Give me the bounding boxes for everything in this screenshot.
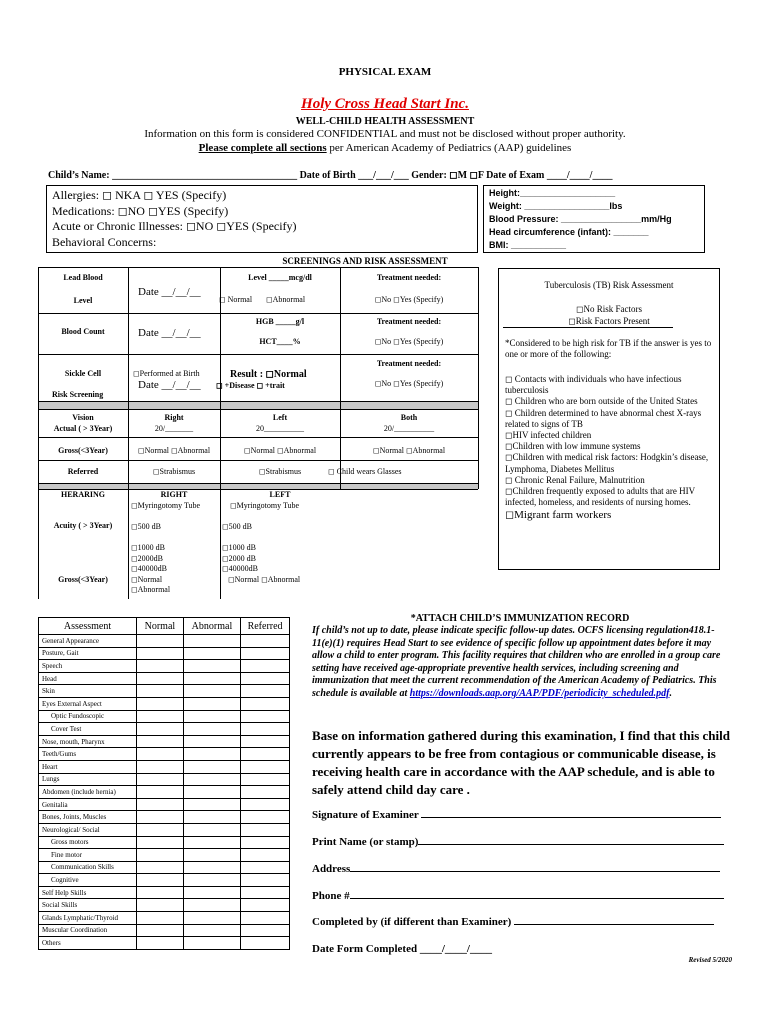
assessment-normal-cell[interactable] xyxy=(137,912,184,925)
sickle-disease-trait[interactable]: ◻ +Disease ◻ +trait xyxy=(216,381,285,390)
vision-label: Vision xyxy=(72,413,94,422)
assessment-row-label: Neurological/ Social xyxy=(39,823,137,836)
assessment-row xyxy=(39,849,290,862)
assessment-referred-cell[interactable] xyxy=(241,748,290,761)
assessment-normal-cell[interactable] xyxy=(137,635,184,648)
immunization-text xyxy=(312,625,730,701)
assessment-abnormal-cell[interactable] xyxy=(183,748,240,761)
assessment-row xyxy=(39,723,290,736)
assessment-row-label: Self Help Skills xyxy=(39,886,137,899)
assessment-row-label: Head xyxy=(39,672,137,685)
assessment-referred-cell[interactable] xyxy=(241,798,290,811)
assessment-row-label: Abdomen (include hernia) xyxy=(39,786,137,799)
tb-item-renal[interactable]: ◻ Chronic Renal Failure, Malnutrition xyxy=(505,474,645,485)
assessment-header-row xyxy=(39,618,290,635)
referred-header: Referred xyxy=(241,618,290,635)
assessment-referred-cell[interactable] xyxy=(241,861,290,874)
vision-right-label: Right xyxy=(164,413,184,422)
assessment-abnormal-cell[interactable] xyxy=(183,672,240,685)
assessment-abnormal-cell[interactable] xyxy=(183,823,240,836)
lead-treatment-label: Treatment needed: xyxy=(376,273,442,282)
lead-level-field[interactable]: Level _____mcg/dl xyxy=(248,273,312,282)
assessment-row-label: Optic Fundoscopic xyxy=(39,710,137,723)
print-name-field[interactable] xyxy=(418,844,724,845)
assessment-abnormal-cell[interactable] xyxy=(183,798,240,811)
assessment-row xyxy=(39,697,290,710)
complete-notice xyxy=(0,142,770,154)
assessment-normal-cell[interactable] xyxy=(137,748,184,761)
assessment-referred-cell[interactable] xyxy=(241,786,290,799)
hearing-abnormal-right[interactable]: ◻Abnormal xyxy=(131,585,171,594)
assessment-header: Assessment xyxy=(39,618,137,635)
date-completed-field[interactable]: Date Form Completed ____/____/____ xyxy=(312,943,492,955)
assessment-referred-cell[interactable] xyxy=(241,697,290,710)
assessment-row xyxy=(39,937,290,950)
normal-header: Normal xyxy=(137,618,184,635)
vision-right-field[interactable]: 20/_______ xyxy=(154,424,194,433)
medications-line[interactable]: Medications: ◻NO ◻YES (Specify) xyxy=(52,203,229,218)
form-subtitle: WELL-CHILD HEALTH ASSESSMENT xyxy=(295,116,475,127)
tb-item-hiv[interactable]: ◻HIV infected children xyxy=(505,430,592,441)
tb-item-contacts[interactable]: ◻ Contacts with individuals who have infectious tuberculosis xyxy=(505,374,682,396)
hearing-left-label: LEFT xyxy=(269,490,291,499)
gender-m-checkbox[interactable]: ◻M xyxy=(449,170,470,181)
gender-f-exam-date[interactable]: ◻F Date of Exam ____/____/____ xyxy=(469,170,613,181)
assessment-abnormal-cell[interactable] xyxy=(183,874,240,887)
assessment-abnormal-cell[interactable] xyxy=(183,647,240,660)
vision-gross-right[interactable]: ◻Normal ◻Abnormal xyxy=(137,446,211,455)
assessment-row-label: Gross motors xyxy=(39,836,137,849)
assessment-row-label: Heart xyxy=(39,760,137,773)
completed-by-label: Completed by (if different than Examiner) xyxy=(312,916,512,928)
blood-treatment-label: Treatment needed: xyxy=(376,317,442,326)
assessment-referred-cell[interactable] xyxy=(241,924,290,937)
assessment-row xyxy=(39,672,290,685)
blood-pressure-field[interactable]: Blood Pressure: ________________mm/Hg xyxy=(489,214,672,224)
vision-gross-label: Gross(<3Year) xyxy=(58,446,108,455)
vision-actual-label: Actual ( > 3Year) xyxy=(53,424,113,433)
assessment-row xyxy=(39,748,290,761)
org-logo-text: Holy Cross Head Start Inc. xyxy=(301,96,469,112)
assessment-abnormal-cell[interactable] xyxy=(183,849,240,862)
assessment-row-label: Genitalia xyxy=(39,798,137,811)
assessment-abnormal-cell[interactable] xyxy=(183,660,240,673)
address-label: Address xyxy=(312,863,351,875)
assessment-row xyxy=(39,773,290,786)
height-field[interactable]: Height:___________________ xyxy=(489,188,616,198)
assessment-row xyxy=(39,811,290,824)
assessment-row-label: Communication Skills xyxy=(39,861,137,874)
assessment-table xyxy=(38,617,290,950)
page-title: PHYSICAL EXAM xyxy=(338,66,432,78)
assessment-normal-cell[interactable] xyxy=(137,735,184,748)
performed-at-birth-checkbox[interactable]: ◻Performed at Birth xyxy=(133,369,200,378)
vision-left-label: Left xyxy=(272,413,288,422)
acuity-label: Acuity ( > 3Year) xyxy=(53,521,113,530)
lead-blood-label: Lead Blood xyxy=(63,273,103,282)
hearing-right-label: RIGHT xyxy=(160,490,188,499)
assessment-row-label: Fine motor xyxy=(39,849,137,862)
myringotomy-right[interactable]: ◻Myringotomy Tube xyxy=(131,501,201,510)
sickle-treatment-checkbox[interactable]: ◻No ◻Yes (Specify) xyxy=(374,379,444,388)
lead-abnormal-checkbox[interactable]: ◻Abnormal xyxy=(266,295,306,304)
assessment-row xyxy=(39,836,290,849)
assessment-referred-cell[interactable] xyxy=(241,685,290,698)
phone-label: Phone # xyxy=(312,890,350,902)
immunization-body: If child’s not up to date, please indicate specific follow-up dates. OCFS licensing regulation418.1-11(e)(1) requires Head Start to see evidence of specific follow up appointment dates before it may allow a child to enter program. This facility requires that children who are enrolled in a group care setting have received age-appropriate preventive health services, including screening and immunization that meet the current recommendation of the American Academy of Pediatrics. This schedule is available at xyxy=(312,625,721,699)
assessment-normal-cell[interactable] xyxy=(137,924,184,937)
assessment-normal-cell[interactable] xyxy=(137,760,184,773)
assessment-row-label: Speech xyxy=(39,660,137,673)
assessment-normal-cell[interactable] xyxy=(137,849,184,862)
assessment-normal-cell[interactable] xyxy=(137,861,184,874)
assessment-abnormal-cell[interactable] xyxy=(183,735,240,748)
screenings-title: SCREENINGS AND RISK ASSESSMENT xyxy=(282,256,448,266)
assessment-abnormal-cell[interactable] xyxy=(183,710,240,723)
assessment-normal-cell[interactable] xyxy=(137,886,184,899)
assessment-referred-cell[interactable] xyxy=(241,912,290,925)
complete-bold: Please complete all sections xyxy=(198,142,327,154)
assessment-normal-cell[interactable] xyxy=(137,710,184,723)
sickle-date-field[interactable]: Date __/__/__ xyxy=(138,379,201,391)
assessment-row-label: Cover Test xyxy=(39,723,137,736)
assessment-row xyxy=(39,710,290,723)
assessment-row-label: Muscular Coordination xyxy=(39,924,137,937)
phone-row xyxy=(312,890,724,902)
assessment-normal-cell[interactable] xyxy=(137,874,184,887)
examiner-signature-row xyxy=(312,809,721,821)
assessment-row xyxy=(39,886,290,899)
hgb-field[interactable]: HGB _____g/l xyxy=(255,317,305,326)
assessment-normal-cell[interactable] xyxy=(137,697,184,710)
assessment-row-label: Eyes External Aspect xyxy=(39,697,137,710)
myringotomy-left[interactable]: ◻Myringotomy Tube xyxy=(230,501,300,510)
assessment-row-label: Teeth/Gums xyxy=(39,748,137,761)
tb-title: Tuberculosis (TB) Risk Assessment xyxy=(544,280,674,290)
assessment-referred-cell[interactable] xyxy=(241,735,290,748)
risk-screening-label: Risk Screening xyxy=(52,390,104,399)
assessment-row xyxy=(39,924,290,937)
assessment-normal-cell[interactable] xyxy=(137,672,184,685)
db500-right[interactable]: ◻500 dB xyxy=(131,522,161,531)
assessment-row-label: Lungs xyxy=(39,773,137,786)
blood-treatment-checkbox[interactable]: ◻No ◻Yes (Specify) xyxy=(374,337,444,346)
exam-statement: Base on information gathered during this examination, I find that this child currently appears to be free from contagious or communicable disease, is receiving health care in accordance with the AAP schedule, and is able to safely attend child day care . xyxy=(312,728,730,797)
assessment-normal-cell[interactable] xyxy=(137,937,184,950)
assessment-row-label: Social Skills xyxy=(39,899,137,912)
db2000-left[interactable]: ◻2000 dB xyxy=(222,553,256,563)
aap-schedule-link[interactable]: https://downloads.aap.org/AAP/PDF/periodicity_scheduled.pdf xyxy=(409,687,670,699)
tb-items-list xyxy=(505,374,715,522)
assessment-row-label: Posture, Gait xyxy=(39,647,137,660)
assessment-referred-cell[interactable] xyxy=(241,660,290,673)
assessment-normal-cell[interactable] xyxy=(137,899,184,912)
assessment-abnormal-cell[interactable] xyxy=(183,773,240,786)
lead-treatment-checkbox[interactable]: ◻No ◻Yes (Specify) xyxy=(374,295,444,304)
assessment-row-label: Others xyxy=(39,937,137,950)
assessment-normal-cell[interactable] xyxy=(137,723,184,736)
tb-item-born-outside[interactable]: ◻ Children who are born outside of the United States xyxy=(505,396,698,407)
blood-count-date-field[interactable]: Date __/__/__ xyxy=(138,327,201,339)
db-left-list xyxy=(222,543,300,585)
phone-field[interactable] xyxy=(350,898,724,899)
revised-date: Revised 5/2020 xyxy=(688,956,732,964)
assessment-abnormal-cell[interactable] xyxy=(183,886,240,899)
assessment-abnormal-cell[interactable] xyxy=(183,836,240,849)
abnormal-header: Abnormal xyxy=(183,618,240,635)
db1000-right[interactable]: ◻1000 dB xyxy=(131,543,165,552)
assessment-row xyxy=(39,823,290,836)
assessment-row xyxy=(39,786,290,799)
tb-no-risk-checkbox[interactable]: ◻No Risk Factors xyxy=(576,304,642,314)
assessment-normal-cell[interactable] xyxy=(137,647,184,660)
referred-label: Referred xyxy=(67,467,99,476)
tb-item-xray[interactable]: ◻ Children determined to have abnormal chest X-rays related to signs of TB xyxy=(505,407,702,429)
child-info-line xyxy=(48,170,612,181)
strabismus-left-checkbox[interactable]: ◻Strabismus xyxy=(258,467,302,476)
assessment-abnormal-cell[interactable] xyxy=(183,723,240,736)
assessment-row xyxy=(39,635,290,648)
dob-field[interactable]: Date of Birth ___/___/___ Gender: xyxy=(297,170,450,181)
immunization-end: . xyxy=(669,687,673,699)
allergies-block xyxy=(52,188,297,250)
assessment-abnormal-cell[interactable] xyxy=(183,811,240,824)
db500-left[interactable]: ◻500 dB xyxy=(222,522,252,531)
child-name-label: Child’s Name: xyxy=(48,170,113,181)
assessment-normal-cell[interactable] xyxy=(137,836,184,849)
hct-field[interactable]: HCT____% xyxy=(259,337,301,346)
assessment-referred-cell[interactable] xyxy=(241,886,290,899)
db4000-right[interactable]: ◻40000dB xyxy=(131,564,167,573)
assessment-abnormal-cell[interactable] xyxy=(183,685,240,698)
assessment-normal-cell[interactable] xyxy=(137,823,184,836)
assessment-row-label: Bones, Joints, Muscles xyxy=(39,811,137,824)
examiner-signature-field[interactable] xyxy=(421,817,721,818)
hearing-normal-abnormal-left[interactable]: ◻Normal ◻Abnormal xyxy=(228,574,301,584)
assessment-abnormal-cell[interactable] xyxy=(183,937,240,950)
assessment-referred-cell[interactable] xyxy=(241,647,290,660)
db2000-right[interactable]: ◻2000dB xyxy=(131,553,163,563)
strabismus-right-checkbox[interactable]: ◻Strabismus xyxy=(152,467,196,476)
assessment-normal-cell[interactable] xyxy=(137,811,184,824)
assessment-abnormal-cell[interactable] xyxy=(183,912,240,925)
assessment-row-label: Skin xyxy=(39,685,137,698)
assessment-referred-cell[interactable] xyxy=(241,899,290,912)
assessment-row xyxy=(39,912,290,925)
tb-item-exposed[interactable]: ◻Children frequently exposed to adults that are HIV infected, homeless, and residents of nursing homes. xyxy=(505,486,696,508)
assessment-normal-cell[interactable] xyxy=(137,773,184,786)
tb-considered-text: *Considered to be high risk for TB if the answer is yes to one or more of the following: xyxy=(505,338,712,359)
sickle-result-normal[interactable]: Result : ◻Normal xyxy=(230,369,307,380)
tb-risk-present-checkbox[interactable]: ◻Risk Factors Present xyxy=(568,316,650,326)
assessment-normal-cell[interactable] xyxy=(137,685,184,698)
completed-by-field[interactable] xyxy=(514,924,714,925)
glasses-checkbox[interactable]: ◻ Child wears Glasses xyxy=(328,467,402,476)
assessment-referred-cell[interactable] xyxy=(241,849,290,862)
complete-rest: per American Academy of Pediatrics (AAP) guidelines xyxy=(326,142,572,154)
illnesses-line[interactable]: Acute or Chronic Illnesses: ◻NO ◻YES (Specify) xyxy=(52,219,297,233)
completed-by-row xyxy=(312,916,714,928)
assessment-referred-cell[interactable] xyxy=(241,723,290,736)
assessment-referred-cell[interactable] xyxy=(241,836,290,849)
vision-both-field[interactable]: 20/__________ xyxy=(383,424,435,433)
assessment-referred-cell[interactable] xyxy=(241,635,290,648)
assessment-referred-cell[interactable] xyxy=(241,937,290,950)
vision-both-label: Both xyxy=(400,413,418,422)
lead-level-label: Level xyxy=(73,296,93,305)
assessment-abnormal-cell[interactable] xyxy=(183,899,240,912)
lead-normal-checkbox[interactable]: ◻ Normal xyxy=(219,295,253,304)
assessment-abnormal-cell[interactable] xyxy=(183,760,240,773)
db-right-list xyxy=(131,543,170,596)
assessment-row xyxy=(39,899,290,912)
tb-item-medical-risk[interactable]: ◻Children with medical risk factors: Hodgkin’s disease, Lymphoma, Diabetes Mellitus xyxy=(505,452,709,474)
assessment-row xyxy=(39,874,290,887)
assessment-referred-cell[interactable] xyxy=(241,874,290,887)
examiner-signature-label: Signature of Examiner xyxy=(312,809,419,821)
assessment-normal-cell[interactable] xyxy=(137,660,184,673)
assessment-referred-cell[interactable] xyxy=(241,760,290,773)
head-circumference-field[interactable]: Head circumference (infant): _______ xyxy=(489,227,649,237)
vision-gross-left[interactable]: ◻Normal ◻Abnormal xyxy=(243,446,317,455)
blood-count-label: Blood Count xyxy=(61,327,105,336)
assessment-referred-cell[interactable] xyxy=(241,773,290,786)
assessment-row xyxy=(39,861,290,874)
address-field[interactable] xyxy=(350,871,720,872)
db4000-left[interactable]: ◻40000dB xyxy=(222,564,258,573)
assessment-referred-cell[interactable] xyxy=(241,710,290,723)
assessment-normal-cell[interactable] xyxy=(137,798,184,811)
print-name-label: Print Name (or stamp) xyxy=(312,836,419,848)
assessment-row xyxy=(39,660,290,673)
assessment-normal-cell[interactable] xyxy=(137,786,184,799)
hearing-normal-right[interactable]: ◻Normal xyxy=(131,574,163,584)
assessment-abnormal-cell[interactable] xyxy=(183,635,240,648)
sickle-treatment-label: Treatment needed: xyxy=(376,359,442,368)
assessment-row xyxy=(39,760,290,773)
address-row xyxy=(312,863,720,875)
db1000-left[interactable]: ◻1000 dB xyxy=(222,543,256,552)
hearing-gross-label: Gross(<3Year) xyxy=(58,575,108,584)
assessment-row-label: Cognitive xyxy=(39,874,137,887)
immunization-title: *ATTACH CHILD’S IMMUNIZATION RECORD xyxy=(410,613,630,624)
behavioral-line[interactable]: Behavioral Concerns: xyxy=(52,234,157,249)
assessment-row xyxy=(39,685,290,698)
assessment-row-label: General Appearance xyxy=(39,635,137,648)
bmi-field[interactable]: BMI: ___________ xyxy=(489,240,567,250)
tb-item-low-immune[interactable]: ◻Children with low immune systems xyxy=(505,441,641,452)
assessment-abnormal-cell[interactable] xyxy=(183,924,240,937)
print-name-row xyxy=(312,836,724,848)
hearing-label: HERARING xyxy=(60,490,105,499)
assessment-abnormal-cell[interactable] xyxy=(183,861,240,874)
allergies-line[interactable]: Allergies: ◻ NKA ◻ YES (Specify) xyxy=(52,188,227,202)
sickle-cell-label: Sickle Cell xyxy=(64,369,102,378)
confidential-notice: Information on this form is considered CONFIDENTIAL and must not be disclosed without proper authority. xyxy=(144,128,626,140)
tb-item-migrant[interactable]: ◻Migrant farm workers xyxy=(505,509,612,522)
lead-date-field[interactable]: Date __/__/__ xyxy=(138,286,201,298)
assessment-referred-cell[interactable] xyxy=(241,823,290,836)
assessment-abnormal-cell[interactable] xyxy=(183,786,240,799)
vision-gross-both[interactable]: ◻Normal ◻Abnormal xyxy=(372,446,446,455)
assessment-row xyxy=(39,647,290,660)
vitals-block xyxy=(489,187,672,252)
child-name-field[interactable]: _____________________________________ xyxy=(112,170,298,181)
assessment-abnormal-cell[interactable] xyxy=(183,697,240,710)
assessment-row xyxy=(39,798,290,811)
assessment-row-label: Nose, mouth, Pharynx xyxy=(39,735,137,748)
vision-left-field[interactable]: 20__________ xyxy=(256,424,304,433)
assessment-row xyxy=(39,735,290,748)
assessment-row-label: Glands Lymphatic/Thyroid xyxy=(39,912,137,925)
weight-field[interactable]: Weight: _________________lbs xyxy=(489,201,623,211)
assessment-referred-cell[interactable] xyxy=(241,811,290,824)
assessment-referred-cell[interactable] xyxy=(241,672,290,685)
